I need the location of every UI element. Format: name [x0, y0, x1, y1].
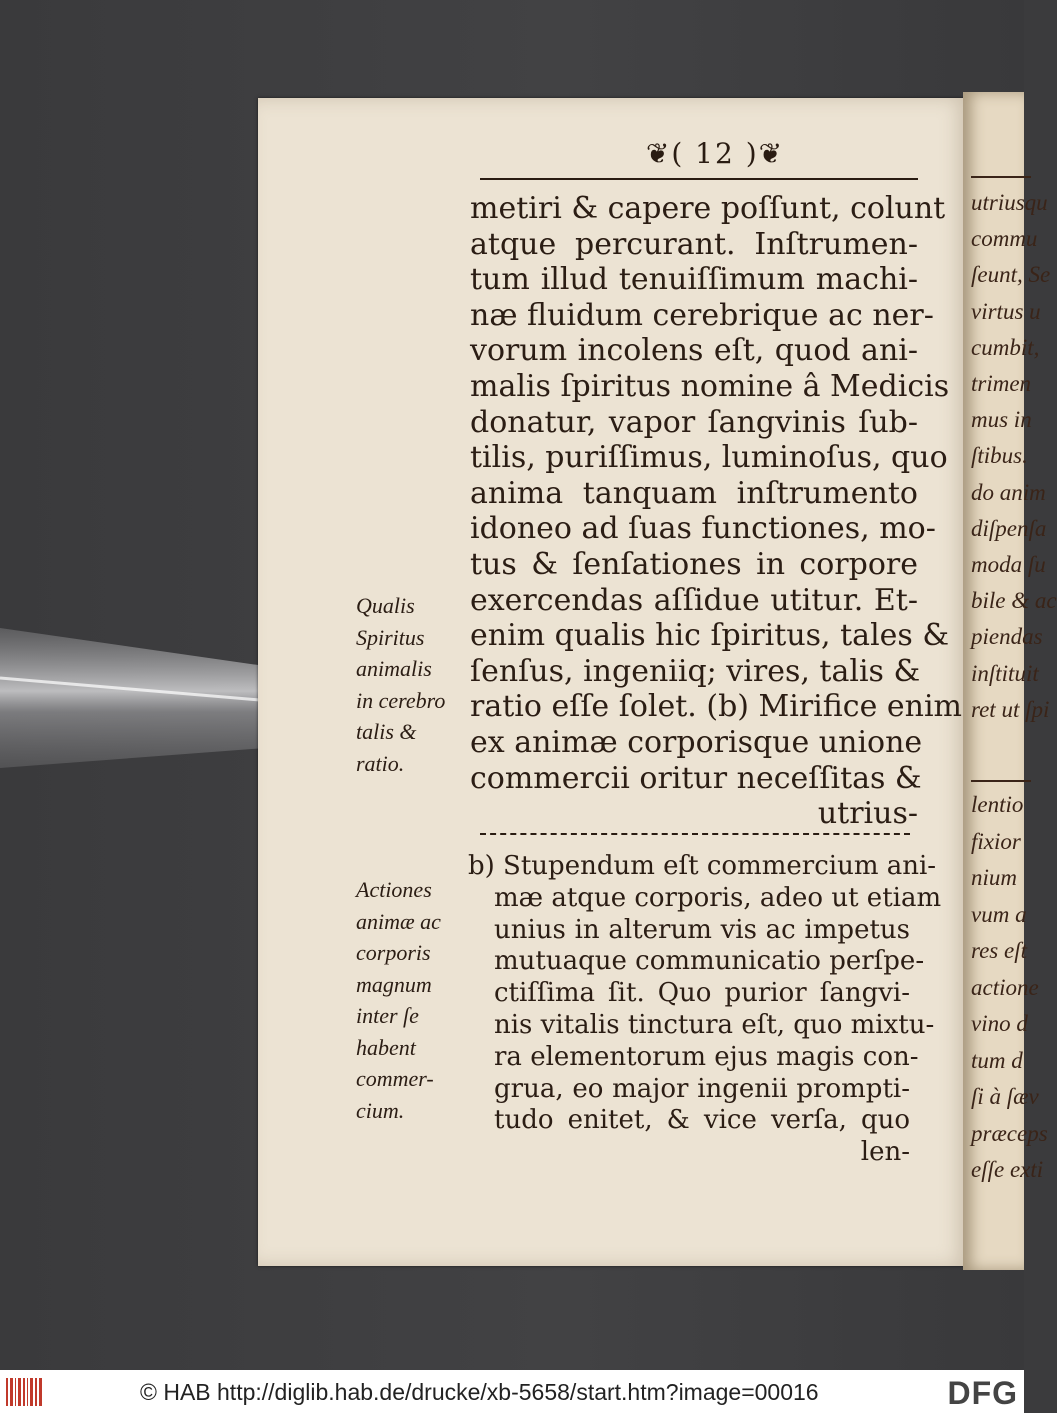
- text-line: næ fluidum cerebrique ac ner-: [470, 297, 934, 333]
- facing-line: do anim: [971, 479, 1046, 505]
- footnote-line: unius in alterum vis ac impetus: [494, 914, 910, 945]
- facing-line: tum d: [971, 1047, 1023, 1073]
- facing-line: actione: [971, 974, 1039, 1000]
- facing-line: ſi à ſæv: [971, 1084, 1039, 1109]
- facing-line: vum a: [971, 901, 1027, 927]
- text-line: metiri & capere poſſunt, colunt: [470, 191, 946, 226]
- facing-line: res eſt: [971, 938, 1027, 963]
- margin-note-line: Actiones: [356, 877, 432, 902]
- text-line: tum illud tenuiſſimum machi-: [470, 262, 918, 298]
- facing-line: inſtituit: [971, 660, 1039, 686]
- facing-line: diſpenſa: [971, 515, 1047, 541]
- margin-note-actiones: [356, 874, 441, 1126]
- facing-line: virtus u: [971, 298, 1041, 324]
- footnote-line: ra elementorum ejus magis con-: [494, 1041, 919, 1072]
- facing-line: trimen: [971, 371, 1032, 396]
- footnote-block: [468, 851, 942, 1169]
- facing-line: eſſe exti: [971, 1157, 1044, 1182]
- page-header: ❦( 12 )❦: [645, 137, 785, 170]
- main-text-block: [470, 191, 962, 832]
- footnote-line: len-: [860, 1137, 910, 1168]
- dfg-logo: DFG: [947, 1375, 1018, 1411]
- footnote-line: mæ atque corporis, adeo ut etiam: [494, 882, 942, 913]
- facing-line: piendas: [971, 624, 1043, 650]
- facing-line: præceps: [971, 1120, 1048, 1146]
- margin-note-line: corporis: [356, 940, 431, 965]
- facing-line: vino d: [971, 1011, 1028, 1036]
- margin-note-qualis: [356, 590, 445, 779]
- text-line: commercii oritur neceſſitas &: [470, 760, 922, 796]
- text-line: ſenſus, ingeniiq; vires, talis &: [470, 653, 921, 689]
- margin-note-line: animalis: [356, 656, 432, 681]
- facing-line: bile & ac: [971, 588, 1057, 614]
- margin-note-line: magnum: [356, 971, 432, 997]
- margin-note-line: cium.: [356, 1097, 405, 1123]
- text-line: enim qualis hic ſpiritus, tales &: [470, 618, 950, 654]
- facing-line: ſtibus.: [971, 443, 1028, 469]
- margin-note-line: in cerebro: [356, 687, 446, 713]
- facing-line: mus in: [971, 407, 1032, 433]
- facing-line: commu: [971, 226, 1038, 252]
- margin-note-line: Qualis: [356, 593, 415, 618]
- facing-rule: [971, 176, 1031, 178]
- facing-page: [963, 92, 1057, 1270]
- footnote-line: ctiſſima ſit. Quo purior ſangvi-: [494, 978, 910, 1009]
- footnote-rule: [480, 833, 910, 835]
- text-line: exercendas aſſidue utitur. Et-: [470, 582, 918, 618]
- margin-note-line: animæ ac: [356, 908, 441, 934]
- text-line: anima tanquam inſtrumento: [470, 475, 918, 511]
- text-line: tus & ſenſationes in corpore: [470, 546, 918, 582]
- facing-line: lentio: [971, 792, 1024, 817]
- facing-line: moda ſu: [971, 552, 1046, 577]
- text-line: ex animæ corporisque unione: [470, 724, 923, 760]
- header-rule: [480, 178, 918, 180]
- footnote-line: mutuaque communicatio perſpe-: [494, 946, 925, 977]
- text-line: idoneo ad ſuas functiones, mo-: [470, 511, 936, 547]
- facing-line: fixior: [971, 828, 1021, 854]
- text-line: tilis, puriſſimus, luminoſus, quo: [470, 440, 948, 476]
- text-line: utrius-: [817, 796, 918, 832]
- facing-line: ſeunt, Se: [971, 262, 1051, 288]
- footnote-line: tudo enitet, & vice verſa, quo: [494, 1105, 910, 1136]
- footnote-line: grua, eo major ingenii prompti-: [494, 1073, 910, 1104]
- text-line: donatur, vapor ſangvinis ſub-: [470, 404, 918, 440]
- text-line: vorum incolens eſt, quod ani-: [470, 333, 918, 369]
- margin-note-line: Spiritus: [356, 624, 425, 650]
- barcode-icon: [6, 1378, 44, 1406]
- margin-note-line: habent: [356, 1034, 416, 1060]
- text-line: ratio eſſe ſolet. (b) Mirifice enim: [470, 689, 962, 725]
- text-line: malis ſpiritus nomine â Medicis: [470, 368, 950, 404]
- glass-rod: [0, 618, 300, 768]
- text-line: atque percurant. Inſtrumen-: [470, 226, 918, 262]
- facing-line: utriusqu: [971, 190, 1048, 215]
- facing-line: ret ut ſpi: [971, 696, 1050, 722]
- facing-line: cumbit,: [971, 334, 1040, 360]
- facing-rule: [971, 780, 1031, 782]
- facing-line: nium: [971, 865, 1017, 890]
- margin-note-line: talis &: [356, 719, 417, 744]
- margin-note-line: commer-: [356, 1066, 434, 1091]
- footnote-line: nis vitalis tinctura eſt, quo mixtu-: [494, 1009, 935, 1040]
- footnote-line: b) Stupendum eſt commercium ani-: [468, 851, 937, 881]
- copyright-link[interactable]: © HAB http://diglib.hab.de/drucke/xb-5658/start.htm?image=00016: [140, 1379, 819, 1405]
- margin-note-line: inter ſe: [356, 1003, 419, 1028]
- margin-note-line: ratio.: [356, 750, 405, 776]
